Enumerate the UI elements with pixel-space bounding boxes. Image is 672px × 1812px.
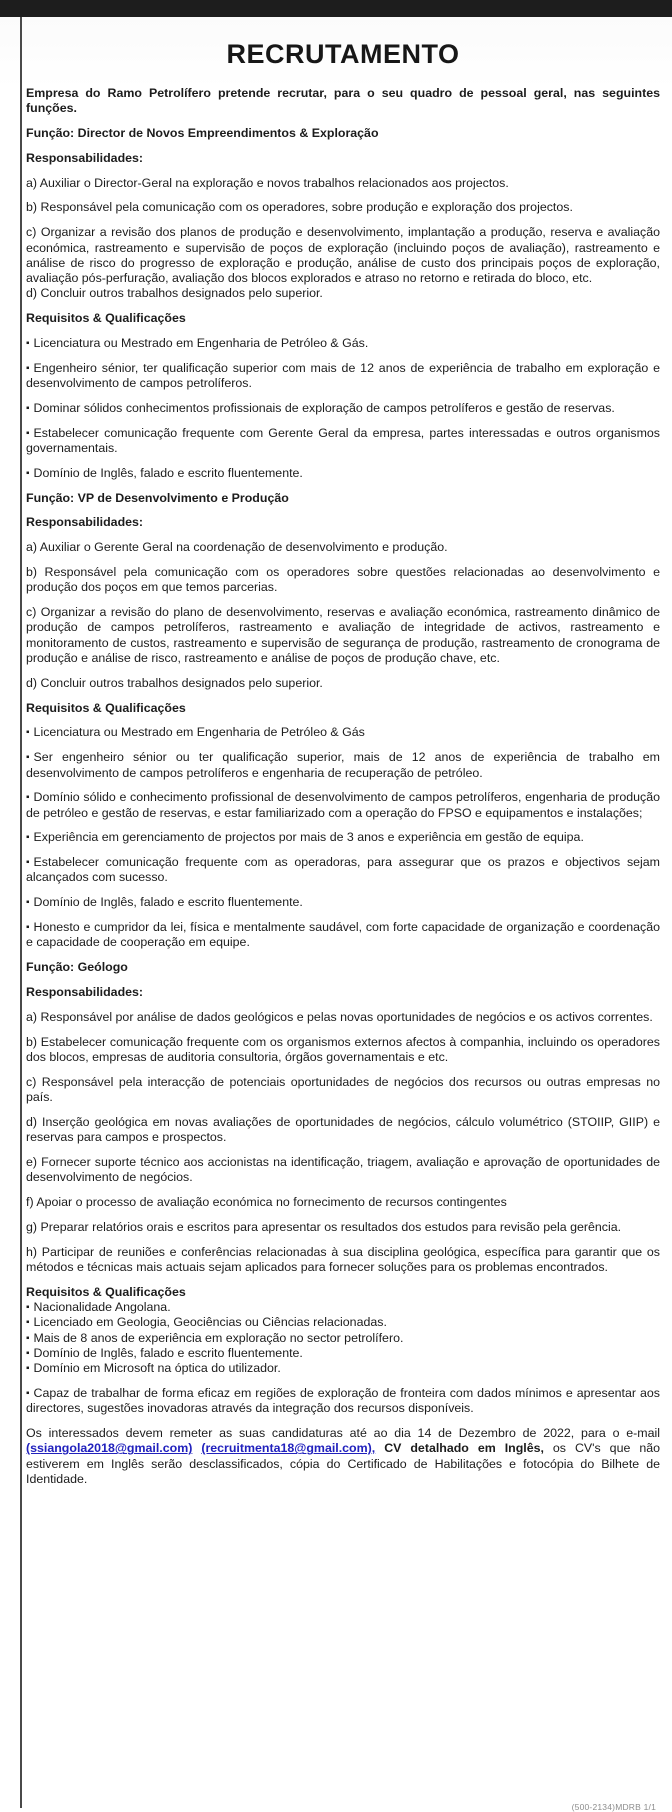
bullet-icon: ▪ [26,1332,30,1344]
requirement-text: Domínio de Inglês, falado e escrito fluentemente. [33,1345,303,1360]
document-page [0,17,672,1812]
ad-reference-code: (500-2134)MDRB 1/1 [571,1802,656,1812]
responsibility-item: c) Responsável pela interacção de potenciais oportunidades de negócios dos recursos ou outras empresas no país. [26,1074,660,1104]
requirement-item [26,790,660,821]
requirement-item [26,1300,660,1315]
requirement-text: Licenciado em Geologia, Geociências ou Ciências relacionadas. [33,1315,387,1330]
requirement-item [26,920,660,951]
responsibility-item: d) Concluir outros trabalhos designados pelo superior. [26,286,323,301]
bullet-icon: ▪ [26,1301,30,1313]
requirement-text: Mais de 8 anos de experiência em exploração no sector petrolífero. [33,1330,404,1345]
bullet-icon: ▪ [26,897,30,909]
requirement-item [26,1386,660,1417]
requirement-item [26,725,660,740]
closing-text-segment: os CV's que não estiverem em Inglês serão desclassificados, cópia do Certificado de Habilitações e fotocópia do Bilhete de Identidade. [26,1441,660,1486]
bullet-icon: ▪ [26,427,30,439]
closing-text-segment [375,1441,384,1455]
bullet-icon: ▪ [26,1387,30,1399]
requirement-text: Licenciatura ou Mestrado em Engenharia de Petróleo & Gás [33,725,365,740]
bullet-icon: ▪ [26,1317,30,1329]
requirement-item [26,895,660,910]
requirement-item [26,336,660,351]
requirement-text: Domínio em Microsoft na óptica do utilizador. [33,1361,281,1376]
requirement-text: Honesto e cumpridor da lei, física e mentalmente saudável, com forte capacidade de organização e coordenação e capacidade de cooperação em equipe. [26,920,660,950]
section-label: Requisitos & Qualificações [26,311,186,326]
requirement-text: Ser engenheiro sénior ou ter qualificação superior, mais de 12 anos de experiência de trabalho em desenvolvimento de campos petrolíferos e engenharia de recuperação de petróleo. [26,750,660,780]
requirement-text: Domínio de Inglês, falado e escrito fluentemente. [33,465,303,480]
job-title: Função: Director de Novos Empreendimentos & Exploração [26,126,379,141]
responsibility-item: c) Organizar a revisão do plano de desenvolvimento, reservas e avaliação económica, rastreamento dinâmico de produção de campos petrolíferos, rastreamento e avaliação de integridade de activos, rastreamento e monitoramento de custos, rastreamento e supervisão de segurança de produção, rastreamento de cronograma de produção e análise de risco, rastreamento e análise de poços de produção chave, etc. [26,605,660,666]
responsibility-item: a) Auxiliar o Director-Geral na exploração e novos trabalhos relacionados aos projectos. [26,175,509,190]
closing-text-segment: Os interessados devem remeter as suas candidaturas até ao dia 14 de Dezembro de 2022, para o e-mail [26,1426,660,1440]
requirement-text: Engenheiro sénior, ter qualificação superior com mais de 12 anos de experiência de trabalho em exploração e desenvolvimento de campos petrolíferos. [26,360,660,391]
requirement-item [26,426,660,457]
bullet-icon: ▪ [26,922,30,934]
responsibility-item: d) Inserção geológica em novas avaliações de oportunidades de negócios, cálculo volumétrico (STOIIP, GIIP) e reservas para campos e prospectos. [26,1114,660,1145]
bullet-icon: ▪ [26,727,30,739]
section-label: Responsabilidades: [26,515,144,530]
top-bar [0,0,672,17]
bullet-icon: ▪ [26,1347,30,1359]
responsibility-item: b) Responsável pela comunicação com os operadores, sobre produção e exploração dos projectos. [26,200,573,215]
bullet-icon: ▪ [26,1363,30,1375]
requirement-text: Estabelecer comunicação frequente com as operadoras, para assegurar que os prazos e objectivos sejam alcançados com sucesso. [26,855,660,885]
requirement-text: Experiência em gerenciamento de projectos por mais de 3 anos e experiência em gestão de equipa. [33,830,584,845]
closing-text-segment [192,1441,201,1455]
bullet-icon: ▪ [26,338,30,350]
bullet-icon: ▪ [26,402,30,414]
requirement-text: Nacionalidade Angolana. [33,1299,171,1314]
requirement-item [26,401,660,416]
requirement-item [26,1315,660,1330]
responsibility-item: d) Concluir outros trabalhos designados pelo superior. [26,675,323,690]
bullet-icon: ▪ [26,832,30,844]
intro-paragraph: Empresa do Ramo Petrolífero pretende recrutar, para o seu quadro de pessoal geral, nas seguintes funções. [26,86,660,116]
responsibility-item: f) Apoiar o processo de avaliação económica no fornecimento de recursos contingentes [26,1194,507,1209]
requirement-text: Estabelecer comunicação frequente com Gerente Geral da empresa, partes interessadas e outros organismos governamentais. [26,425,660,456]
bullet-icon: ▪ [26,857,30,869]
section-label: Responsabilidades: [26,150,144,165]
requirement-text: Dominar sólidos conhecimentos profissionais de exploração de campos petrolíferos e gestão de reservas. [33,400,615,415]
bullet-icon: ▪ [26,362,30,374]
responsibility-item: b) Estabelecer comunicação frequente com os organismos externos afectos à companhia, incluindo os operadores dos blocos, empresas de auditoria consultoria, órgãos governamentais e etc. [26,1034,660,1064]
responsibility-item: c) Organizar a revisão dos planos de produção e desenvolvimento, implantação a produção, reserva e avaliação económica, rastreamento e supervisão de poços de exploração (incluindo poços de avaliação), rastreamento e análise de risco do progresso de exploração e produção, análise de custo dos principais poços de exploração, avaliação pós-perfuração, avaliação dos blocos explorados e atraso no retorno e retirada do bloco, etc. [26,225,660,286]
requirement-text: Domínio de Inglês, falado e escrito fluentemente. [33,895,303,910]
email-link[interactable]: (recruitmenta18@gmail.com), [201,1441,376,1456]
requirement-item [26,1346,660,1361]
requirement-text: Licenciatura ou Mestrado em Engenharia de Petróleo & Gás. [33,336,369,351]
requirement-item [26,466,660,481]
responsibility-item: b) Responsável pela comunicação com os operadores sobre questões relacionadas ao desenvolvimento e produção dos poços em que temos parcerias. [26,565,660,595]
page-title: RECRUTAMENTO [226,39,460,69]
section-label: Requisitos & Qualificações [26,700,186,715]
bullet-icon: ▪ [26,467,30,479]
email-link[interactable]: (ssiangola2018@gmail.com) [26,1441,193,1456]
responsibility-item: a) Responsável por análise de dados geológicos e pelas novas oportunidades de negócios e os activos correntes. [26,1009,653,1024]
section-label: Requisitos & Qualificações [26,1284,186,1299]
section-label: Responsabilidades: [26,984,144,999]
requirement-item [26,361,660,392]
closing-text-segment: CV detalhado em Inglês, [384,1441,544,1456]
responsibility-item: g) Preparar relatórios orais e escritos para apresentar os resultados dos estudos para revisão pela gerência. [26,1219,622,1234]
responsibility-item: h) Participar de reuniões e conferências relacionadas à sua disciplina geológica, específica para garantir que os métodos e técnicas mais actuais sejam aplicados para fornecer soluções para os problemas encontrados. [26,1244,660,1274]
requirement-item [26,830,660,845]
job-title: Função: VP de Desenvolvimento e Produção [26,490,289,505]
requirement-text: Capaz de trabalhar de forma eficaz em regiões de exploração de fronteira com dados mínimos e apresentar aos directores, sugestões inovadoras através da integração dos recursos disponíveis. [26,1385,660,1416]
bullet-icon: ▪ [26,752,30,764]
page-content [20,17,672,1808]
requirement-item [26,750,660,781]
requirement-item [26,1361,660,1376]
bullet-icon: ▪ [26,792,30,804]
requirement-item [26,855,660,886]
responsibility-item: a) Auxiliar o Gerente Geral na coordenação de desenvolvimento e produção. [26,540,448,555]
document-body [26,86,660,1487]
requirement-text: Domínio sólido e conhecimento profissional de desenvolvimento de campos petrolíferos, engenharia de produção de petróleo e gestão de reservas, e estar familiarizado com a operação do FPSO e equipamentos e instalações; [26,790,660,820]
responsibility-item: e) Fornecer suporte técnico aos accionistas na identificação, triagem, avaliação e aprovação de oportunidades de desenvolvimento de negócios. [26,1154,660,1185]
job-title: Função: Geólogo [26,960,128,975]
requirement-item [26,1331,660,1346]
closing-paragraph [26,1426,660,1487]
